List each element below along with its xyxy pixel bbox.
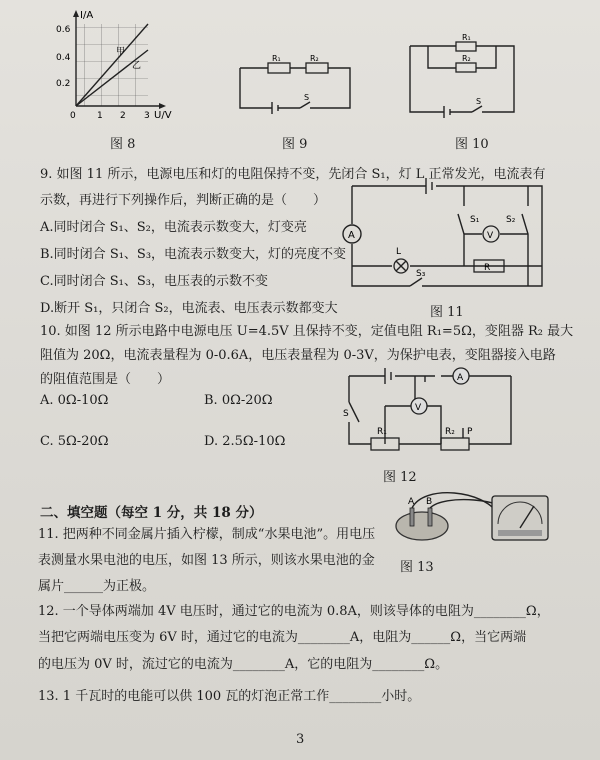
figure-10-caption: 图 10 [455,137,489,152]
q10-option-a: A. 0Ω-10Ω [40,393,109,408]
resistor-label: R₁ [272,54,281,63]
resistor-label: R₁ [377,427,387,437]
resistor-label: R₂ [445,427,455,437]
figure-11-caption: 图 11 [430,305,464,320]
q11-line3: 属片______为正极。 [38,579,156,594]
switch-label: S₂ [506,215,516,225]
y-axis-label: I/A [80,10,94,21]
electrode-a-label: A [408,497,415,507]
q11-line1: 11. 把两种不同金属片插入柠檬，制成“水果电池”。用电压 [38,527,376,542]
section-2-title: 二、填空题（每空 1 分，共 18 分） [40,505,263,521]
slider-label: P [467,427,473,437]
x-tick-label: 0 [70,111,76,121]
resistor-label: R [484,263,491,273]
electrode-b-label: B [426,497,433,507]
x-tick-label: 3 [144,111,150,121]
q12-line2: 当把它两端电压变为 6V 时，通过它的电流为________A，电阻为______Ω，当它两端 [38,630,527,645]
figure-11-circuit [348,182,547,292]
q10-option-c: C. 5Ω-20Ω [40,434,109,449]
q9-option-a: A.同时闭合 S₁、S₂，电流表示数变大，灯变亮 [40,220,307,235]
y-tick-label: 0.2 [56,79,71,89]
voltmeter-label: V [415,403,422,413]
q12-line1: 12. 一个导体两端加 4V 电压时，通过它的电流为 0.8A，则该导体的电阻为________Ω， [38,604,550,619]
x-tick-label: 2 [120,111,126,121]
figure-13-caption: 图 13 [400,560,434,575]
resistor-label: R₂ [310,54,319,63]
q10-stem-line3: 的阻值范围是（ ） [40,372,171,387]
figure-13-illustration [394,490,564,560]
figure-10-circuit [410,33,515,114]
figure-12-caption: 图 12 [383,470,417,485]
figure-12-circuit [345,372,515,452]
figure-8-caption: 图 8 [110,137,136,152]
q11-line2: 表测量水果电池的电压，如图 13 所示，则该水果电池的金 [38,553,375,568]
resistor-label: R₁ [462,33,471,42]
lamp-label: L [396,247,402,257]
q10-option-b: B. 0Ω-20Ω [204,393,273,408]
x-axis-label: U/V [154,110,172,121]
switch-label: S [304,93,310,102]
q9-stem-line1: 9. 如图 11 所示，电源电压和灯的电阻保持不变，先闭合 S₁，灯 L 正常发光，电流表有 [40,167,546,182]
y-tick-label: 0.6 [56,25,71,35]
q10-option-d: D. 2.5Ω-10Ω [204,434,286,449]
line-label: 乙 [132,61,142,71]
q10-stem-line2: 阻值为 20Ω，电流表量程为 0-0.6A，电压表量程为 0-3V，为保护电表，变阻器接入电路 [40,348,556,363]
voltmeter-label: V [487,231,494,241]
q9-option-d: D.断开 S₁，只闭合 S₂，电流表、电压表示数都变大 [40,301,338,316]
q13-line1: 13. 1 千瓦时的电能可以供 100 瓦的灯泡正常工作________小时。 [38,689,421,704]
q9-option-b: B.同时闭合 S₁、S₃，电流表示数变大，灯的亮度不变 [40,247,347,262]
q9-stem-line2: 示数，再进行下列操作后，判断正确的是（ ） [40,193,327,208]
figure-8-graph [50,10,200,130]
resistor-label: R₂ [462,54,471,63]
ammeter-label: A [457,373,464,383]
q12-line3: 的电压为 0V 时，流过它的电流为________A，它的电阻为________Ω。 [38,657,449,672]
figure-9-circuit [240,54,352,110]
page-number: 3 [296,732,305,747]
figure-9-caption: 图 9 [282,137,308,152]
switch-label: S₃ [416,269,426,279]
switch-label: S [476,97,482,106]
ammeter-label: A [348,230,355,241]
q9-option-c: C.同时闭合 S₁、S₃，电压表的示数不变 [40,274,268,289]
x-tick-label: 1 [97,111,103,121]
y-tick-label: 0.4 [56,53,71,63]
switch-label: S₁ [470,215,480,225]
switch-label: S [343,409,349,419]
q10-stem-line1: 10. 如图 12 所示电路中电源电压 U=4.5V 且保持不变，定值电阻 R₁=5Ω，变阻器 R₂ 最大 [40,324,574,339]
line-label: 甲 [116,47,126,57]
